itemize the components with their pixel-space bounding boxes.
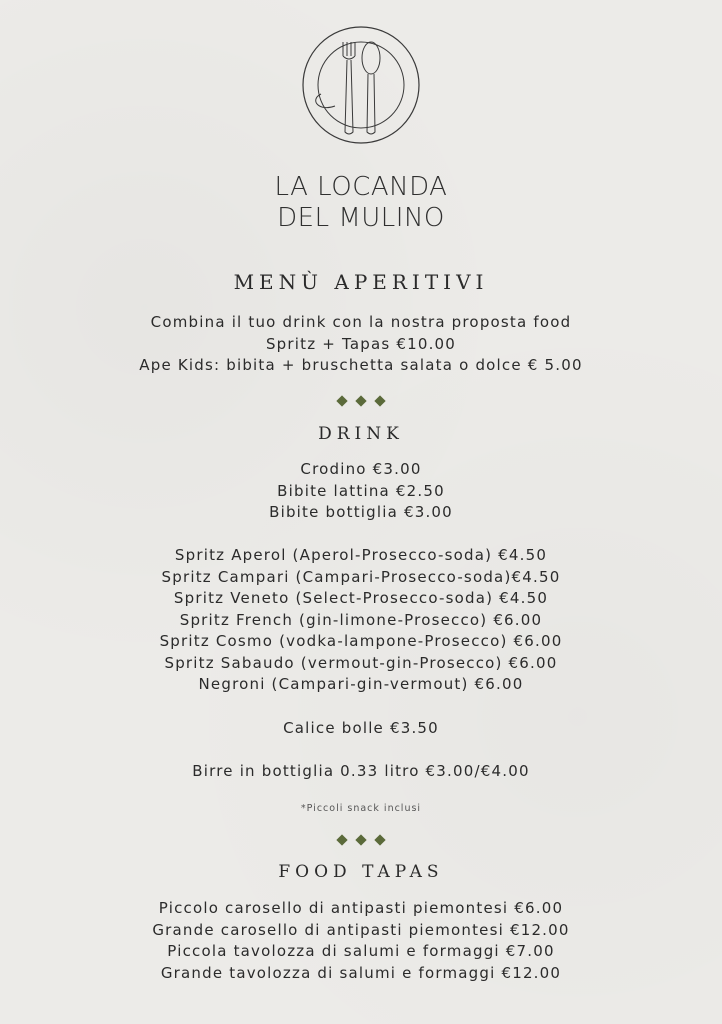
list-item: Bibite lattina €2.50 [277, 481, 445, 500]
logo [0, 22, 722, 156]
list-item: Birre in bottiglia 0.33 litro €3.00/€4.00 [192, 762, 530, 780]
intro-line: Ape Kids: bibita + bruschetta salata o dolce € 5.00 [139, 356, 583, 374]
food-section-title: FOOD TAPAS [278, 862, 444, 882]
diamond-icon [374, 834, 385, 845]
diamond-icon [355, 395, 366, 406]
list-item: Grande carosello di antipasti piemontesi €12.00 [152, 920, 570, 939]
list-item: Crodino €3.00 [300, 460, 422, 478]
food-list [0, 898, 722, 984]
list-item: Spritz Aperol (Aperol-Prosecco-soda) €4.50 [174, 546, 548, 564]
plate-cutlery-icon [291, 22, 431, 152]
snack-note: *Piccoli snack inclusi [300, 803, 422, 814]
drink-section-title: DRINK [318, 424, 404, 444]
divider-diamonds [0, 829, 722, 848]
intro-line: Spritz + Tapas €10.00 [265, 334, 457, 353]
diamond-icon [355, 834, 366, 845]
soft-drinks-list [0, 459, 722, 524]
list-item: Spritz Veneto (Select-Prosecco-soda) €4.50 [173, 589, 549, 607]
cocktails-list [0, 545, 722, 696]
calice-item [0, 718, 722, 740]
diamond-icon [374, 395, 385, 406]
birre-item [0, 761, 722, 783]
divider-diamonds [0, 390, 722, 409]
list-item: Calice bolle €3.50 [283, 719, 439, 737]
list-item: Spritz Cosmo (vodka-lampone-Prosecco) €6.00 [159, 632, 563, 650]
menu-title: MENÙ APERITIVI [233, 270, 489, 294]
list-item: Spritz Campari (Campari-Prosecco-soda)€4.50 [161, 567, 561, 586]
list-item: Spritz French (gin-limone-Prosecco) €6.00 [179, 610, 543, 629]
diamond-icon [336, 395, 347, 406]
diamond-icon [336, 834, 347, 845]
brand-name-line2: DEL MULINO [277, 203, 445, 233]
brand-name-line1: LA LOCANDA [274, 172, 448, 202]
intro-block [0, 312, 722, 377]
list-item: Piccola tavolozza di salumi e formaggi €7.00 [167, 942, 555, 960]
list-item: Negroni (Campari-gin-vermout) €6.00 [198, 675, 524, 693]
list-item: Spritz Sabaudo (vermout-gin-Prosecco) €6.00 [164, 653, 558, 672]
list-item: Bibite bottiglia €3.00 [269, 503, 453, 521]
intro-line: Combina il tuo drink con la nostra proposta food [150, 313, 572, 331]
list-item: Piccolo carosello di antipasti piemontesi €6.00 [158, 899, 564, 917]
list-item: Grande tavolozza di salumi e formaggi €12.00 [160, 963, 562, 982]
